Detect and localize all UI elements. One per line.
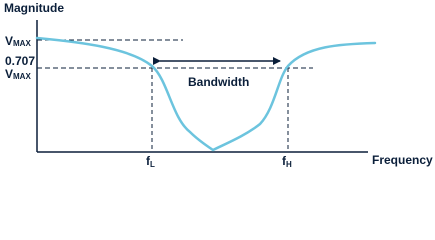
x-axis-title: Frequency (372, 153, 433, 167)
fl-label: fL (146, 154, 155, 169)
half-power-coefficient: 0.707 (5, 54, 36, 68)
fh-label: fH (282, 154, 292, 169)
vmax-label: VMAX (5, 34, 31, 48)
half-power-vmax-label: VMAX (5, 67, 31, 81)
response-curve (37, 38, 375, 150)
bandwidth-label: Bandwidth (188, 75, 250, 89)
y-axis-title: Magnitude (4, 1, 64, 15)
